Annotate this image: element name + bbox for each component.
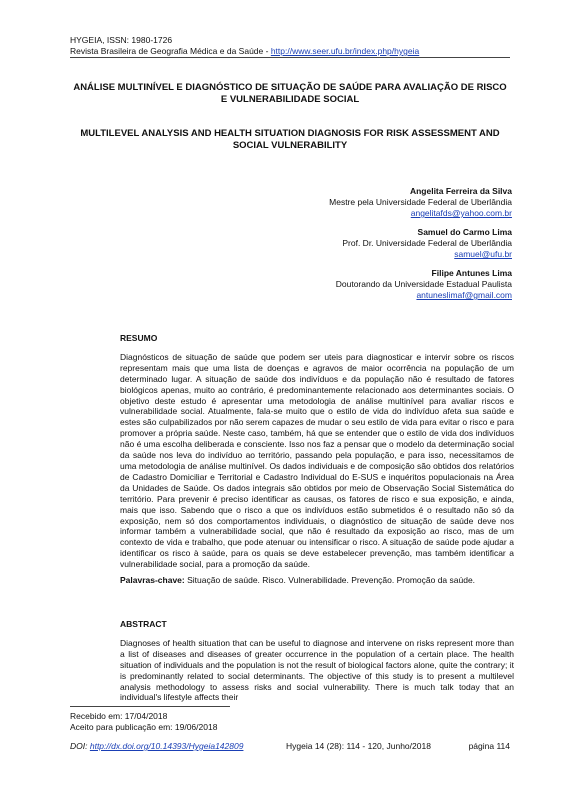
title-portuguese: ANÁLISE MULTINÍVEL E DIAGNÓSTICO DE SITUAÇÃO DE SAÚDE PARA AVALIAÇÃO DE RISCO E VULNERABILIDADE SOCIAL bbox=[73, 82, 507, 105]
footnote bbox=[70, 711, 217, 733]
accepted-date: Aceito para publicação em: 19/06/2018 bbox=[70, 722, 218, 732]
doi-link[interactable]: http://dx.doi.org/10.14393/Hygeia142809 bbox=[89, 741, 244, 751]
author-email-link[interactable]: antuneslimaf@gmail.com bbox=[416, 290, 512, 300]
journal-header bbox=[70, 35, 510, 57]
journal-issn: HYGEIA, ISSN: 1980-1726 bbox=[70, 35, 173, 45]
author-affiliation: Mestre pela Universidade Federal de Uberlândia bbox=[329, 197, 512, 207]
abstract-text: Diagnoses of health situation that can be useful to diagnose and intervene on risks represent more than a list of diseases and diseases of greater occurrence in the population of a certain place. The health situation of individuals and the population is not the result of biological factors alone, quite the contrary; it is predominantly related to social determinants. The objective of this study is to present a multilevel analysis methodology to assess risks and social vulnerability. There is much talk today that an individual's lifestyle affects their bbox=[120, 637, 514, 703]
doi: DOI: http://dx.doi.org/10.14393/Hygeia142809 bbox=[70, 741, 244, 751]
journal-subtitle: Revista Brasileira de Geografia Médica e da Saúde - http://www.seer.ufu.br/index.php/hygeia bbox=[70, 46, 420, 56]
header-divider bbox=[70, 57, 510, 58]
author-affiliation: Doutorando da Universidade Estadual Paulista bbox=[335, 279, 512, 289]
author-name: Filipe Antunes Lima bbox=[431, 268, 512, 278]
journal-url-link[interactable]: http://www.seer.ufu.br/index.php/hygeia bbox=[270, 46, 420, 56]
page-footer bbox=[70, 741, 510, 752]
page-number: página 114 bbox=[468, 741, 510, 751]
author-block bbox=[212, 186, 512, 219]
author-block bbox=[212, 268, 512, 301]
resumo-section bbox=[120, 333, 514, 586]
author-block bbox=[212, 227, 512, 260]
received-date: Recebido em: 17/04/2018 bbox=[70, 711, 168, 721]
title-english: MULTILEVEL ANALYSIS AND HEALTH SITUATION DIAGNOSIS FOR RISK ASSESSMENT AND SOCIAL VULNERABILITY bbox=[80, 128, 500, 151]
issue-info: Hygeia 14 (28): 114 - 120, Junho/2018 bbox=[286, 741, 431, 751]
author-affiliation: Prof. Dr. Universidade Federal de Uberlândia bbox=[342, 238, 512, 248]
abstract-section bbox=[120, 619, 514, 703]
keywords-label: Palavras-chave: bbox=[120, 575, 185, 586]
author-list bbox=[212, 186, 512, 309]
resumo-heading: RESUMO bbox=[120, 333, 158, 343]
keywords-text: Situação de saúde. Risco. Vulnerabilidade. Prevenção. Promoção da saúde. bbox=[187, 575, 476, 586]
abstract-heading: ABSTRACT bbox=[120, 619, 167, 629]
keywords bbox=[120, 575, 514, 586]
author-email-link[interactable]: angelitafds@yahoo.com.br bbox=[410, 208, 512, 218]
author-email-link[interactable]: samuel@ufu.br bbox=[454, 249, 512, 259]
author-name: Angelita Ferreira da Silva bbox=[409, 186, 512, 196]
footnote-divider bbox=[70, 706, 230, 707]
author-name: Samuel do Carmo Lima bbox=[417, 227, 512, 237]
resumo-text: Diagnósticos de situação de saúde que podem ser uteis para diagnosticar e intervir sobre os riscos representam mais que uma lista de doenças e agravos de maior ocorrência na população de um determinado lugar. A situação de saúde dos indivíduos e da população não é resultado de fatores biológicos apenas, muito ao contrário, é predominantemente relacionado aos determinantes sociais. O objetivo deste estudo é apresentar uma metodologia de análise multinível para avaliar riscos e vulnerabilidade social. Atualmente, fala-se muito que o estilo de vida do indivíduo afeta sua saúde e estes são culpabilizados por não serem capazes de mudar o seu estilo de vida para evitar o risco e para promover a própria saúde. Neste caso, também, há que se entender que o estilo de vida dos indivíduos não é uma escolha deliberada e consciente. Isso nos faz a pensar que o modelo da determinação social da saúde nos leva do indivíduo ao território, passando pela população, e para isso, necessitamos de uma metodologia de análise multinível. Os dados individuais e de composição são obtidos dos relatórios de Cadastro Domiciliar e Territorial e Cadastro Individual do E-SUS e inquéritos populacionais na Área da Unidades de Saúde. Os dados integrais são obtidos por meio de Observação Social Sistemática do território. Para prevenir é preciso identificar as causas, os fatores de risco e sua exposição, e ainda, mais que isso. Sabendo que o risco a que os indivíduos estão submetidos é o resultado não só da exposição, nem só dos comportamentos individuais, o diagnóstico de situação de saúde deve nos informar também a vulnerabilidade social, que não é resultado da exposição ao risco, mas de um contexto de vida e trabalho, que pode atenuar ou intensificar o risco. A situação de saúde pode ajudar a identificar os risco à saúde, para os quais se deve estabelecer prevenção, mas também identificar a vulnerabilidade social, para a promoção da saúde. bbox=[120, 351, 514, 570]
